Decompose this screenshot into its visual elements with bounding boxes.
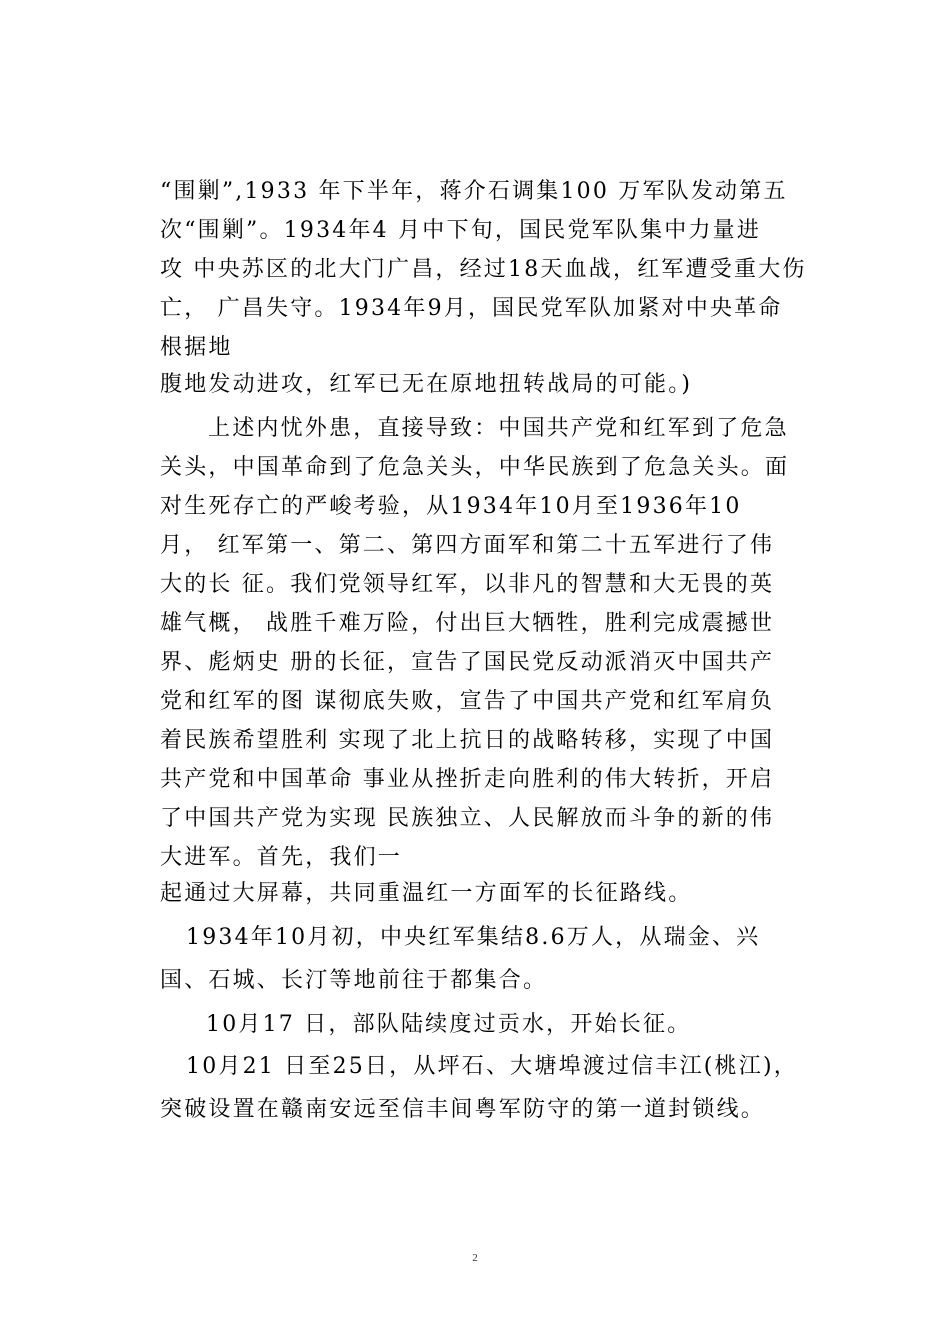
- text-line: 10月17 日，部队陆续度过贡水，开始长征。: [206, 1012, 692, 1037]
- text-line: 大进军。首先，我们一: [160, 845, 403, 870]
- text-line: 党和红军的图 谋彻底失败，宣告了中国共产党和红军肩负: [160, 689, 775, 714]
- text-line: 突破设置在赣南安远至信丰间粤军防守的第一道封锁线。: [160, 1097, 766, 1122]
- text-line: 雄气概， 战胜千难万险，付出巨大牺牲，胜利完成震撼世: [160, 611, 775, 636]
- text-line: 月， 红军第一、第二、第四方面军和第二十五军进行了伟: [160, 533, 775, 558]
- text-line: 大的长 征。我们党领导红军，以非凡的智慧和大无畏的英: [160, 572, 775, 597]
- text-line: 1934年10月初，中央红军集结8.6万人，从瑞金、兴: [186, 925, 761, 950]
- text-line: 攻 中央苏区的北大门广昌，经过18天血战，红军遭受重大伤: [160, 257, 807, 282]
- text-line: 10月21 日至25日，从坪石、大塘埠渡过信丰江(桃江)，: [186, 1054, 798, 1079]
- text-line: 次“围剿”。1934年4 月中下旬，国民党军队集中力量进: [160, 218, 762, 243]
- text-line: 腹地发动进攻，红军已无在原地扭转战局的可能。): [160, 372, 693, 397]
- text-line: 上述内忧外患，直接导致：中国共产党和红军到了危急: [208, 416, 789, 441]
- text-line: 对生死存亡的严峻考验，从1934年10月至1936年10: [160, 494, 742, 519]
- text-line: 亡， 广昌失守。1934年9月，国民党军队加紧对中央革命: [160, 296, 783, 321]
- text-line: 关头，中国革命到了危急关头，中华民族到了危急关头。面: [160, 455, 790, 480]
- page-number: 2: [472, 1252, 478, 1264]
- text-line: 了中国共产党为实现 民族独立、人民解放而斗争的新的伟: [160, 806, 775, 831]
- text-line: 国、石城、长汀等地前往于都集合。: [160, 968, 548, 993]
- text-line: 界、彪炳史 册的长征，宣告了国民党反动派消灭中国共产: [160, 650, 775, 675]
- text-line: “围剿”,1933 年下半年，蒋介石调集100 万军队发动第五: [160, 179, 788, 204]
- text-line: 根据地: [160, 335, 233, 360]
- text-line: 起通过大屏幕，共同重温红一方面军的长征路线。: [160, 881, 693, 906]
- text-line: 共产党和中国革命 事业从挫折走向胜利的伟大转折，开启: [160, 767, 775, 792]
- text-line: 着民族希望胜利 实现了北上抗日的战略转移，实现了中国: [160, 728, 775, 753]
